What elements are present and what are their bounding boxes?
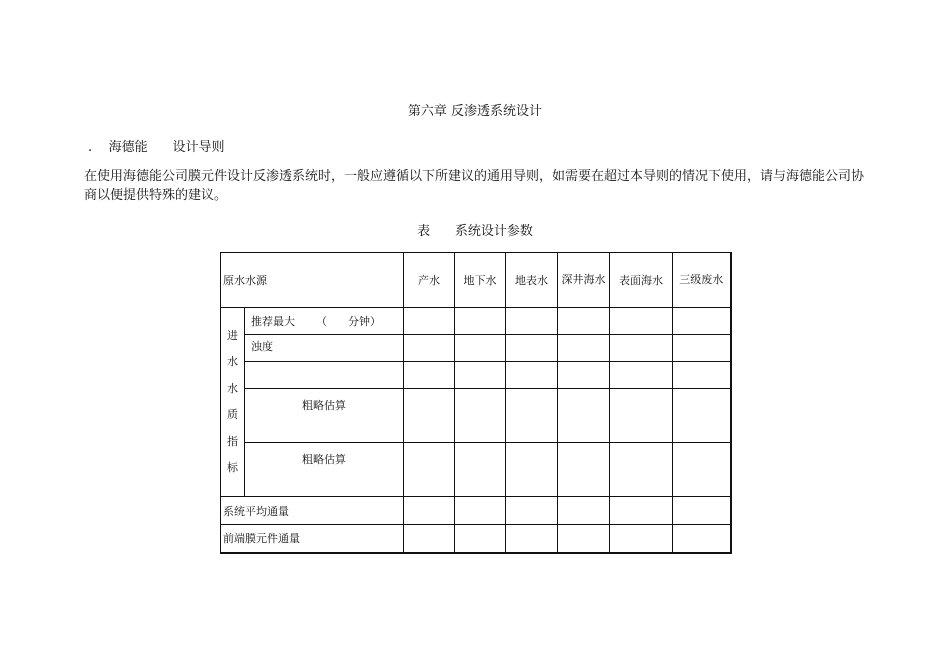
table-cell	[673, 308, 731, 335]
design-parameters-table	[220, 252, 732, 554]
feed-quality-group-label: 进 水 水 质 指 标	[221, 308, 245, 497]
header-row	[221, 253, 731, 308]
table-cell	[558, 525, 610, 553]
table-row	[221, 335, 731, 362]
row-label-rough-estimate-2: 粗略估算	[245, 443, 404, 497]
table-cell	[506, 335, 558, 362]
table-cell	[506, 497, 558, 525]
table-cell	[610, 497, 673, 525]
row-label-rough-estimate-1: 粗略估算	[245, 389, 404, 443]
row-label-recommended-max: 推荐最大 （ 分钟）	[245, 308, 404, 335]
table-cell	[610, 443, 673, 497]
header-source-cell: 原水水源	[221, 253, 404, 308]
header-col-well-seawater: 深井海水	[558, 253, 610, 308]
table-cell	[404, 308, 455, 335]
section-heading: . 海德能 设计导则	[88, 140, 225, 155]
row-label-blank	[245, 362, 404, 389]
table-cell	[673, 389, 731, 443]
row-label-system-avg-flux: 系统平均通量	[221, 497, 404, 525]
chapter-title: 第六章 反渗透系统设计	[407, 104, 543, 119]
table-cell	[506, 389, 558, 443]
table-cell	[673, 335, 731, 362]
table-row	[221, 308, 731, 335]
table-row	[221, 362, 731, 389]
header-col-groundwater: 地下水	[455, 253, 506, 308]
table-cell	[506, 443, 558, 497]
table-cell	[610, 308, 673, 335]
table-cell	[404, 362, 455, 389]
table-cell	[558, 389, 610, 443]
table-cell	[673, 443, 731, 497]
intro-paragraph: 在使用海德能公司膜元件设计反渗透系统时，一般应遵循以下所建议的通用导则，如需要在超过本导则的情况下使用，请与海德能公司协商以便提供特殊的建议。	[84, 169, 865, 203]
table-cell	[455, 389, 506, 443]
table-row	[221, 389, 731, 443]
header-col-permeate: 产水	[404, 253, 455, 308]
table-cell	[558, 362, 610, 389]
table-cell	[455, 335, 506, 362]
table-cell	[404, 443, 455, 497]
row-label-turbidity: 浊度	[245, 335, 404, 362]
table-cell	[455, 497, 506, 525]
table-cell	[610, 525, 673, 553]
table-row	[221, 525, 731, 553]
table-cell	[404, 335, 455, 362]
table-cell	[610, 335, 673, 362]
table-row	[221, 443, 731, 497]
table-cell	[610, 389, 673, 443]
table-cell	[558, 308, 610, 335]
table-cell	[610, 362, 673, 389]
table-cell	[558, 335, 610, 362]
table-caption: 表 系统设计参数	[417, 224, 533, 239]
table-cell	[404, 525, 455, 553]
table-cell	[506, 525, 558, 553]
table-row	[221, 497, 731, 525]
header-col-surface-seawater: 表面海水	[610, 253, 673, 308]
table-cell	[455, 308, 506, 335]
table-cell	[673, 525, 731, 553]
table-cell	[558, 443, 610, 497]
table-cell	[455, 525, 506, 553]
header-col-surface-water: 地表水	[506, 253, 558, 308]
header-col-tertiary-effluent: 三级废水	[673, 253, 731, 308]
table-cell	[455, 443, 506, 497]
table-cell	[506, 308, 558, 335]
table-cell	[673, 362, 731, 389]
table-cell	[506, 362, 558, 389]
table-cell	[558, 497, 610, 525]
table-cell	[673, 497, 731, 525]
row-label-lead-element-flux: 前端膜元件通量	[221, 525, 404, 553]
table-cell	[404, 497, 455, 525]
table-cell	[455, 362, 506, 389]
table-cell	[404, 389, 455, 443]
